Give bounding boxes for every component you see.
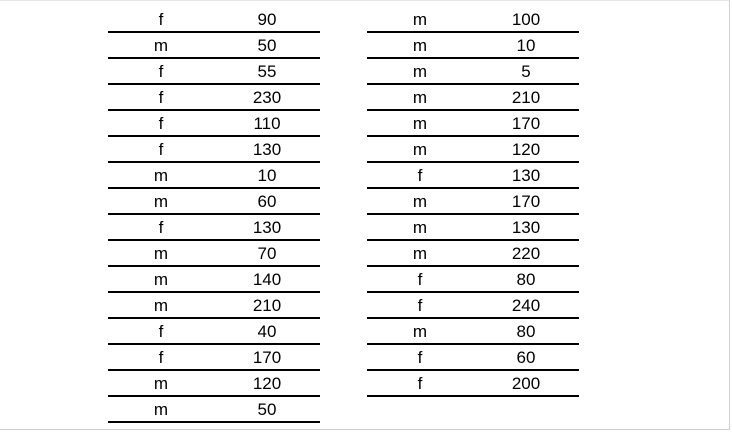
sex-cell: m [412, 88, 428, 107]
table-row [108, 189, 320, 215]
value-cell: 130 [511, 166, 541, 185]
table-row [367, 163, 579, 189]
sex-cell: m [153, 400, 169, 419]
sex-cell: f [158, 140, 164, 159]
sex-cell: f [158, 88, 164, 107]
value-cell: 110 [253, 114, 281, 133]
value-cell: 170 [252, 348, 282, 367]
value-cell: 170 [511, 192, 541, 211]
sex-cell: m [412, 192, 428, 211]
value-cell: 120 [511, 140, 541, 159]
sex-cell: f [158, 10, 164, 29]
value-cell: 10 [516, 36, 536, 55]
value-cell: 130 [511, 218, 541, 237]
sex-cell: m [153, 374, 169, 393]
sex-cell: f [417, 166, 423, 185]
table-row [108, 163, 320, 189]
table-row [367, 189, 579, 215]
value-cell: 220 [511, 244, 541, 263]
table-row [108, 267, 320, 293]
value-cell: 55 [257, 62, 277, 81]
value-cell: 130 [252, 140, 282, 159]
table-row [108, 293, 320, 319]
sex-cell: m [412, 244, 428, 263]
table-row [108, 371, 320, 397]
table-row [108, 59, 320, 85]
value-cell: 50 [257, 400, 277, 419]
sex-cell: m [412, 322, 428, 341]
table-row [367, 59, 579, 85]
value-cell: 40 [257, 322, 277, 341]
table-row [108, 241, 320, 267]
sex-cell: f [158, 348, 164, 367]
sex-cell: m [412, 140, 428, 159]
value-cell: 130 [252, 218, 282, 237]
sex-cell: m [412, 36, 428, 55]
sex-cell: f [158, 218, 164, 237]
table-row [367, 345, 579, 371]
table-row [108, 319, 320, 345]
sex-cell: m [412, 10, 428, 29]
sex-cell: f [417, 348, 423, 367]
sex-cell: f [417, 270, 423, 289]
sex-cell: m [153, 36, 169, 55]
table-row [367, 371, 579, 397]
sex-cell: f [158, 62, 164, 81]
table-row [367, 137, 579, 163]
table-row [108, 111, 320, 137]
table-row [108, 137, 320, 163]
table-row [367, 293, 579, 319]
table-row [367, 267, 579, 293]
table-row [108, 85, 320, 111]
table-row [367, 7, 579, 33]
sex-cell: m [153, 192, 169, 211]
value-cell: 240 [511, 296, 541, 315]
sex-cell: m [412, 218, 428, 237]
table-row [367, 319, 579, 345]
table-row [108, 397, 320, 423]
table-row [367, 85, 579, 111]
data-table-left [108, 7, 320, 423]
value-cell: 60 [257, 192, 277, 211]
sex-cell: m [153, 244, 169, 263]
value-cell: 230 [252, 88, 282, 107]
table-row [367, 33, 579, 59]
value-cell: 70 [257, 244, 277, 263]
table-row [108, 215, 320, 241]
sex-cell: f [158, 322, 164, 341]
value-cell: 120 [252, 374, 282, 393]
sex-cell: m [153, 270, 169, 289]
value-cell: 10 [257, 166, 277, 185]
value-cell: 170 [511, 114, 541, 133]
value-cell: 100 [511, 10, 541, 29]
value-cell: 200 [511, 374, 541, 393]
value-cell: 50 [257, 36, 277, 55]
sex-cell: m [412, 114, 428, 133]
value-cell: 210 [511, 88, 541, 107]
table-row [108, 33, 320, 59]
value-cell: 80 [516, 322, 536, 341]
sex-cell: m [412, 62, 428, 81]
value-cell: 80 [516, 270, 536, 289]
data-table-right [367, 7, 579, 397]
value-cell: 210 [252, 296, 282, 315]
sex-cell: m [153, 296, 169, 315]
value-cell: 90 [257, 10, 277, 29]
sex-cell: f [417, 296, 423, 315]
value-cell: 5 [521, 62, 531, 81]
table-row [367, 215, 579, 241]
table-row [367, 241, 579, 267]
value-cell: 60 [516, 348, 536, 367]
table-row [108, 345, 320, 371]
table-row [108, 7, 320, 33]
sex-cell: f [158, 114, 164, 133]
sex-cell: m [153, 166, 169, 185]
value-cell: 140 [252, 270, 282, 289]
table-row [367, 111, 579, 137]
sex-cell: f [417, 374, 423, 393]
